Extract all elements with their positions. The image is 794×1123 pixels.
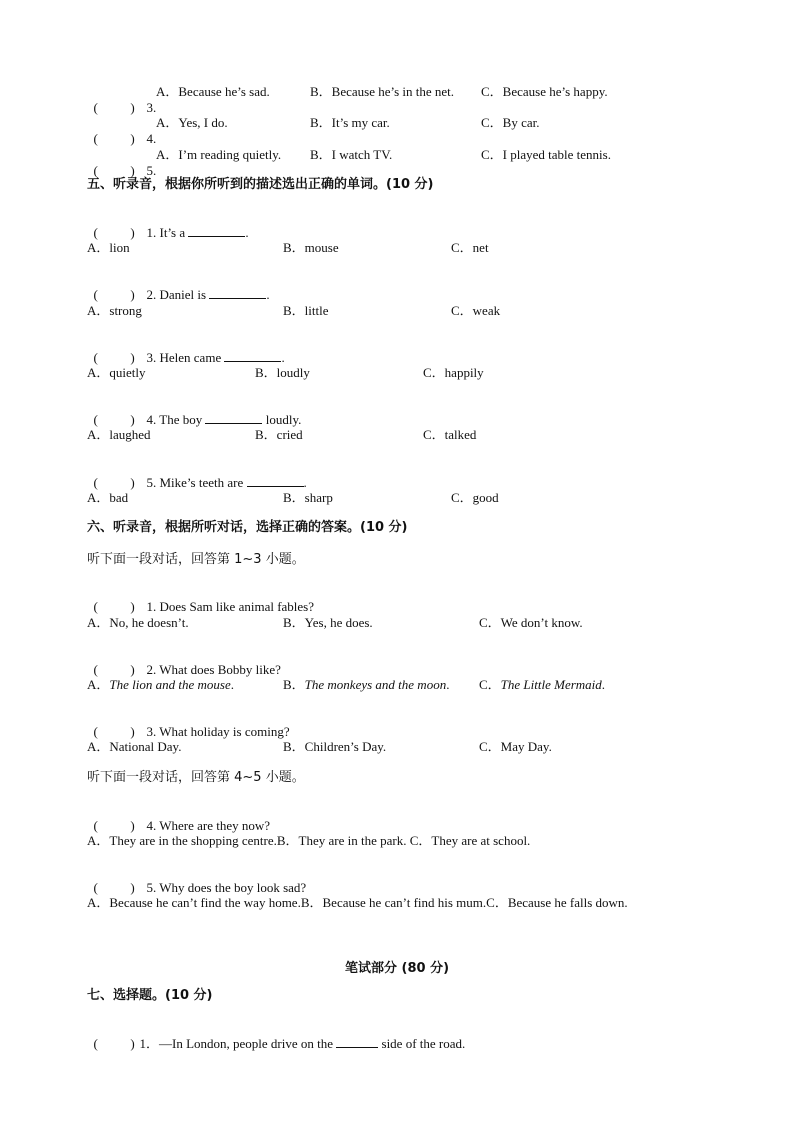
option-b: B．Yes, he does.	[283, 615, 373, 630]
answer-parenthesis: ( )	[93, 131, 135, 146]
option-a: A．lion	[87, 240, 130, 255]
option-title: The Little Mermaid	[500, 677, 602, 692]
question-number: 3.	[146, 100, 157, 115]
option-b: B．sharp	[283, 490, 333, 505]
options-line: A．Because he can’t find the way home.B．Because he can’t find his mum.C．Because he falls down.	[87, 895, 628, 910]
question-row	[87, 583, 314, 615]
section-heading: 七、选择题。(10 分)	[87, 988, 213, 1003]
option-a: A．quietly	[87, 365, 146, 380]
answer-blank	[247, 475, 304, 487]
option-a: A．I’m reading quietly.	[156, 147, 282, 162]
option-title: The monkeys and the moon	[304, 677, 447, 692]
question-stem: 2. Daniel is	[146, 287, 210, 302]
answer-parenthesis: ( )	[93, 1036, 135, 1051]
option-b: B．I watch TV.	[310, 147, 393, 162]
option-a: A．Because he’s sad.	[156, 84, 270, 99]
option-a: A．laughed	[87, 427, 151, 442]
sub-instruction: 听下面一段对话，回答第 4~5 小题。	[87, 770, 305, 785]
option-c: C．weak	[451, 303, 501, 318]
option-c: C．By car.	[481, 115, 540, 130]
question-stem: 1．—In London, people drive on the	[139, 1036, 337, 1051]
question-stem: 2. What does Bobby like?	[146, 662, 281, 677]
question-stem: 3. Helen came	[146, 350, 225, 365]
option-b: B．It’s my car.	[310, 115, 390, 130]
answer-blank	[336, 1036, 378, 1048]
option-c: C．I played table tennis.	[481, 147, 611, 162]
option-a	[87, 677, 234, 693]
question-row	[87, 396, 301, 428]
option-c: C．happily	[423, 365, 484, 380]
stem-end: .	[266, 287, 270, 302]
question-row	[87, 209, 249, 241]
question-row	[87, 115, 156, 147]
answer-parenthesis: ( )	[93, 225, 135, 240]
question-row	[87, 459, 307, 491]
stem-end: .	[281, 350, 285, 365]
answer-parenthesis: ( )	[93, 662, 135, 677]
option-end: .	[446, 677, 450, 692]
part-title: 笔试部分 (80 分)	[344, 961, 450, 976]
option-b	[283, 677, 449, 693]
answer-blank	[224, 350, 281, 362]
stem-end: loudly.	[262, 412, 302, 427]
answer-parenthesis: ( )	[93, 724, 135, 739]
question-row	[87, 334, 285, 366]
question-number: 5.	[146, 163, 157, 178]
answer-parenthesis: ( )	[93, 880, 135, 895]
option-letter: C．	[479, 677, 501, 692]
answer-parenthesis: ( )	[93, 100, 135, 115]
option-b: B．little	[283, 303, 329, 318]
option-c: C．net	[451, 240, 489, 255]
question-row	[87, 147, 156, 179]
stem-end: side of the road.	[378, 1036, 466, 1051]
answer-parenthesis: ( )	[93, 599, 135, 614]
question-stem: 5. Why does the boy look sad?	[146, 880, 307, 895]
option-letter: A．	[87, 677, 110, 692]
option-a: A．National Day.	[87, 739, 182, 754]
option-a: A．No, he doesn’t.	[87, 615, 189, 630]
answer-parenthesis: ( )	[93, 818, 135, 833]
question-stem: 1. It’s a	[146, 225, 189, 240]
question-row	[87, 646, 281, 678]
option-c: C．talked	[423, 427, 477, 442]
option-b: B．Because he’s in the net.	[310, 84, 455, 99]
answer-blank	[205, 412, 262, 424]
option-a: A．Yes, I do.	[156, 115, 228, 130]
answer-parenthesis: ( )	[93, 287, 135, 302]
question-row	[87, 708, 290, 740]
question-stem: 5. Mike’s teeth are	[146, 475, 247, 490]
stem-end: .	[245, 225, 249, 240]
option-b: B．Children’s Day.	[283, 739, 387, 754]
option-letter: B．	[283, 677, 305, 692]
option-b: B．loudly	[255, 365, 310, 380]
option-title: The lion and the mouse	[109, 677, 231, 692]
question-row	[87, 1020, 465, 1052]
option-a: A．strong	[87, 303, 142, 318]
option-end: .	[230, 677, 234, 692]
stem-end: .	[303, 475, 307, 490]
question-stem: 4. Where are they now?	[146, 818, 271, 833]
sub-instruction: 听下面一段对话，回答第 1~3 小题。	[87, 552, 305, 567]
option-c: C．We don’t know.	[479, 615, 583, 630]
section-heading: 六、听录音，根据所听对话，选择正确的答案。(10 分)	[87, 520, 408, 535]
option-c: C．Because he’s happy.	[481, 84, 608, 99]
question-row	[87, 84, 156, 116]
option-c	[479, 677, 605, 693]
option-a: A．bad	[87, 490, 129, 505]
options-line: A．They are in the shopping centre.B．They are in the park. C．They are at school.	[87, 833, 531, 848]
option-end: .	[601, 677, 606, 692]
answer-parenthesis: ( )	[93, 475, 135, 490]
option-c: C．good	[451, 490, 499, 505]
option-c: C．May Day.	[479, 739, 552, 754]
question-row	[87, 864, 306, 896]
question-row	[87, 271, 270, 303]
question-stem: 3. What holiday is coming?	[146, 724, 290, 739]
section-heading: 五、听录音，根据你所听到的描述选出正确的单词。(10 分)	[87, 177, 434, 192]
answer-parenthesis: ( )	[93, 350, 135, 365]
question-stem: 1. Does Sam like animal fables?	[146, 599, 315, 614]
answer-parenthesis: ( )	[93, 163, 135, 178]
question-stem: 4. The boy	[146, 412, 206, 427]
question-row	[87, 802, 270, 834]
answer-blank	[188, 225, 245, 237]
option-b: B．mouse	[283, 240, 339, 255]
option-b: B．cried	[255, 427, 303, 442]
answer-parenthesis: ( )	[93, 412, 135, 427]
answer-blank	[209, 287, 266, 299]
question-number: 4.	[146, 131, 157, 146]
